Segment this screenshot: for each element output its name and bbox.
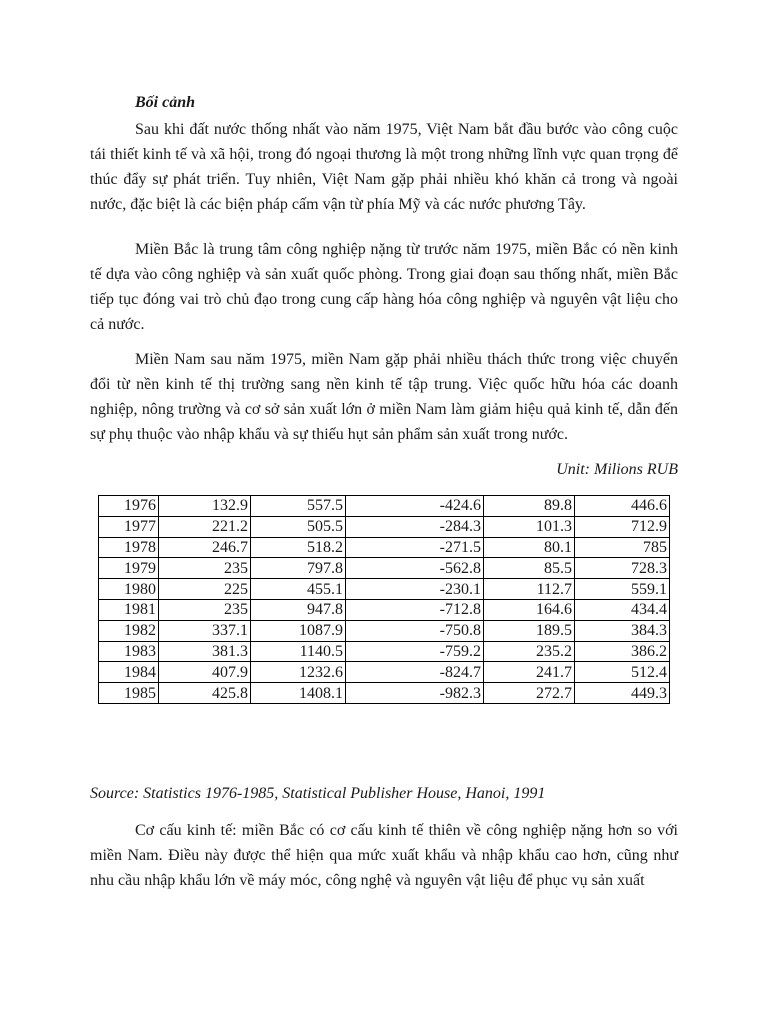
table-cell: -982.3: [346, 683, 484, 704]
table-cell: -284.3: [346, 516, 484, 537]
table-cell: 85.5: [484, 558, 575, 579]
table-cell: 518.2: [251, 537, 346, 558]
table-cell: -562.8: [346, 558, 484, 579]
paragraph-north: Miền Bắc là trung tâm công nghiệp nặng từ trước năm 1975, miền Bắc có nền kinh tế dựa vào công nghiệp và sản xuất quốc phòng. Trong giai đoạn sau thống nhất, miền Bắc tiếp tục đóng vai trò chủ đạo trong cung cấp hàng hóa công nghiệp và nguyên vật liệu cho cả nước.: [90, 241, 678, 333]
section-heading: Bối cảnh: [135, 94, 196, 111]
table-cell: 225: [159, 579, 251, 600]
table-row: [99, 579, 670, 600]
table-cell: 386.2: [575, 641, 670, 662]
table-cell: 947.8: [251, 599, 346, 620]
table-row: [99, 683, 670, 704]
table-cell: 164.6: [484, 599, 575, 620]
table-cell: 381.3: [159, 641, 251, 662]
table-row: [99, 662, 670, 683]
table-cell: 1979: [99, 558, 159, 579]
table-cell: 80.1: [484, 537, 575, 558]
table-cell: 246.7: [159, 537, 251, 558]
table-cell: 221.2: [159, 516, 251, 537]
unit-caption: Unit: Milions RUB: [556, 461, 678, 478]
table-cell: 1140.5: [251, 641, 346, 662]
table-cell: -271.5: [346, 537, 484, 558]
table-row: [99, 516, 670, 537]
table-cell: -759.2: [346, 641, 484, 662]
table-cell: 512.4: [575, 662, 670, 683]
table-cell: 1408.1: [251, 683, 346, 704]
table-cell: 1977: [99, 516, 159, 537]
source-caption: Source: Statistics 1976-1985, Statistical Publisher House, Hanoi, 1991: [90, 785, 546, 802]
table-cell: 89.8: [484, 496, 575, 517]
table-cell: 1984: [99, 662, 159, 683]
table-cell: 785: [575, 537, 670, 558]
table-cell: -230.1: [346, 579, 484, 600]
table-row: [99, 558, 670, 579]
table-cell: 557.5: [251, 496, 346, 517]
table-cell: 1985: [99, 683, 159, 704]
trade-table-body: [99, 496, 670, 704]
table-row: [99, 537, 670, 558]
paragraph-south: Miền Nam sau năm 1975, miền Nam gặp phải nhiều thách thức trong việc chuyển đổi từ nền kinh tế thị trường sang nền kinh tế tập trung. Việc quốc hữu hóa các doanh nghiệp, nông trường và cơ sở sản xuất lớn ở miền Nam làm giảm hiệu quả kinh tế, dẫn đến sự phụ thuộc vào nhập khẩu và sự thiếu hụt sản phẩm sản xuất trong nước.: [90, 351, 678, 443]
table-cell: 1980: [99, 579, 159, 600]
table-cell: 384.3: [575, 620, 670, 641]
table-cell: -750.8: [346, 620, 484, 641]
table-cell: 272.7: [484, 683, 575, 704]
table-cell: 455.1: [251, 579, 346, 600]
table-cell: 1232.6: [251, 662, 346, 683]
table-cell: 407.9: [159, 662, 251, 683]
table-cell: 235: [159, 558, 251, 579]
table-cell: 446.6: [575, 496, 670, 517]
table-cell: 712.9: [575, 516, 670, 537]
table-cell: 1978: [99, 537, 159, 558]
table-cell: 189.5: [484, 620, 575, 641]
trade-table: [98, 495, 670, 704]
table-cell: 425.8: [159, 683, 251, 704]
table-cell: -712.8: [346, 599, 484, 620]
table-cell: 1976: [99, 496, 159, 517]
table-row: [99, 599, 670, 620]
table-cell: 1983: [99, 641, 159, 662]
table-cell: 559.1: [575, 579, 670, 600]
table-cell: 241.7: [484, 662, 575, 683]
paragraph-structure: Cơ cấu kinh tế: miền Bắc có cơ cấu kinh tế thiên về công nghiệp nặng hơn so với miền Nam. Điều này được thể hiện qua mức xuất khẩu và nhập khẩu cao hơn, cũng như nhu cầu nhập khẩu lớn về máy móc, công nghệ và nguyên vật liệu để phục vụ sản xuất: [90, 822, 678, 889]
table-row: [99, 641, 670, 662]
table-cell: 449.3: [575, 683, 670, 704]
table-cell: 337.1: [159, 620, 251, 641]
table-cell: -824.7: [346, 662, 484, 683]
table-cell: 797.8: [251, 558, 346, 579]
table-cell: 505.5: [251, 516, 346, 537]
table-cell: 235: [159, 599, 251, 620]
table-cell: 1982: [99, 620, 159, 641]
paragraph-context: Sau khi đất nước thống nhất vào năm 1975, Việt Nam bắt đầu bước vào công cuộc tái thiết kinh tế và xã hội, trong đó ngoại thương là một trong những lĩnh vực quan trọng để thúc đẩy sự phát triển. Tuy nhiên, Việt Nam gặp phải nhiều khó khăn cả trong và ngoài nước, đặc biệt là các biện pháp cấm vận từ phía Mỹ và các nước phương Tây.: [90, 121, 678, 213]
table-cell: 235.2: [484, 641, 575, 662]
table-cell: 434.4: [575, 599, 670, 620]
table-cell: 728.3: [575, 558, 670, 579]
table-cell: 101.3: [484, 516, 575, 537]
table-cell: -424.6: [346, 496, 484, 517]
table-cell: 132.9: [159, 496, 251, 517]
table-cell: 1087.9: [251, 620, 346, 641]
table-row: [99, 496, 670, 517]
table-row: [99, 620, 670, 641]
table-cell: 112.7: [484, 579, 575, 600]
table-cell: 1981: [99, 599, 159, 620]
